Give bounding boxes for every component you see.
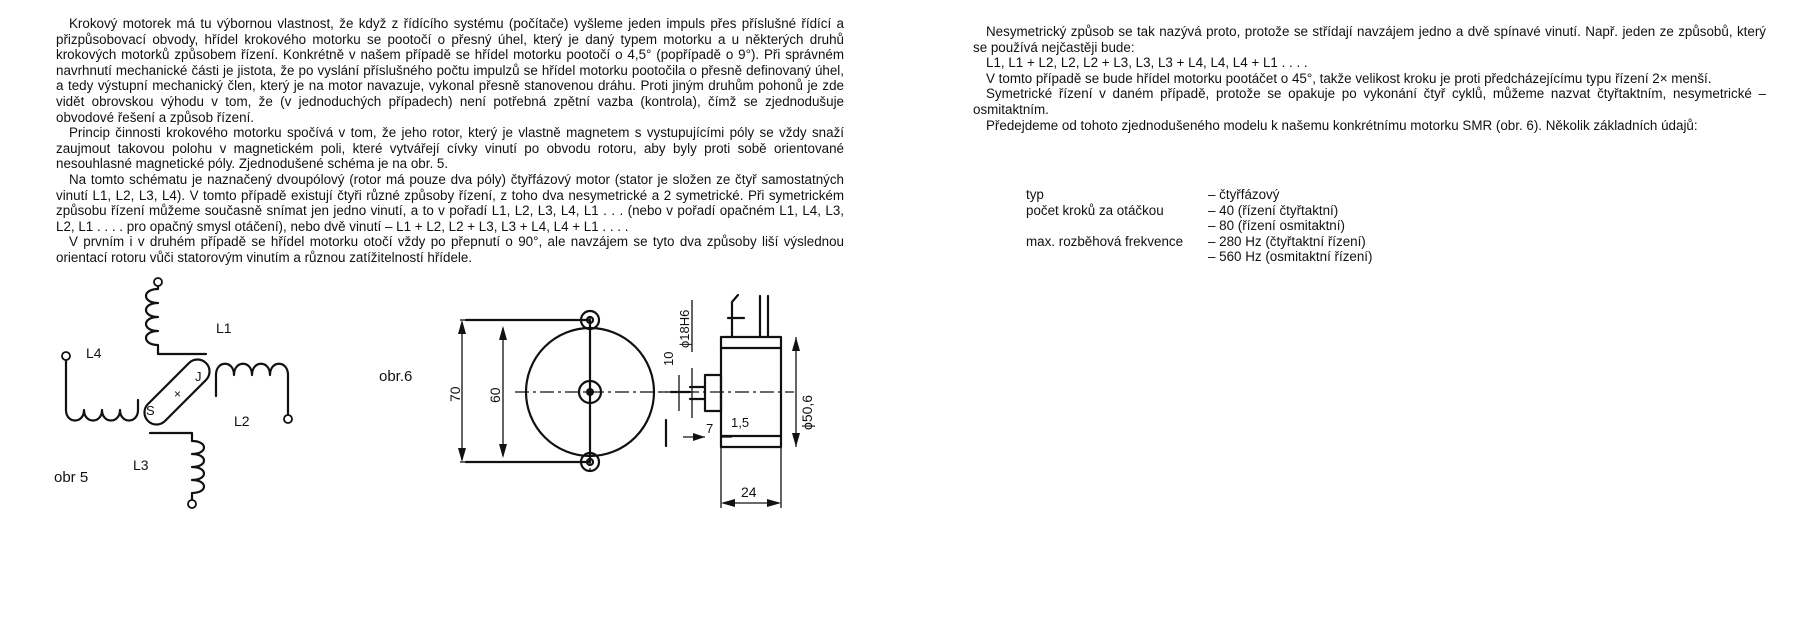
dim-10: 10 [661, 351, 676, 366]
dim-60: 60 [487, 387, 503, 403]
spec-key: počet kroků za otáčkou [1026, 202, 1164, 218]
coil-l1 [146, 278, 206, 354]
coil-l3 [150, 433, 204, 508]
spec-value: – čtyřfázový [1208, 187, 1280, 202]
paragraph: V tomto případě se bude hřídel motorku pootáčet o 45°, takže velikost kroku je proti předcházejícímu typu řízení 2× menší. [986, 70, 1712, 86]
figure6-caption: obr.6 [379, 368, 413, 385]
dim-70: 70 [447, 386, 463, 402]
coil-label-l1: L1 [216, 320, 232, 336]
spec-key: max. rozběhová frekvence [1026, 233, 1184, 249]
coil-label-l4: L4 [86, 345, 102, 361]
paragraph: Princip činnosti krokového motorku spočívá v tom, že jeho rotor, který je vlastně magnetem s vystupujícími póly se vždy snaží zaujmout takovou polohu v magnetickém poli, které vytvářejí cívky vinutí po obvodu rotoru, aby byly proti sobě orientované nesouhlasné magnetické póly. Zjednodušené schéma je na obr. 5. [56, 125, 844, 172]
coil-label-l2: L2 [234, 413, 250, 429]
dim-24: 24 [741, 484, 757, 500]
figure6-drawing [379, 295, 815, 508]
figure5-schematic [54, 278, 292, 508]
rotor-pole-j: J [195, 369, 202, 384]
spec-value: – 560 Hz (osmitaktní řízení) [1208, 249, 1373, 265]
dim-50-6: ϕ50,6 [799, 394, 815, 430]
coil-l4 [62, 352, 138, 421]
front-view [447, 311, 668, 471]
coil-l2 [216, 364, 292, 423]
paragraph: Na tomto schématu je naznačený dvoupólový (rotor má pouze dva póly) čtyřfázový motor (stator je složen ze čtyř samostatných vinutí L1, L2, L3, L4). V tomto případě existují čtyři různé způsoby řízení, z toho dva nesymetrické a 2 symetrické. Při symetrickém způsobu řízení můžeme současně snímat jen jedno vinutí, a to v pořadí L1, L2, L3, L4, L1 . . . (nebo v pořadí opačném L1, L4, L3, L2, L1 . . . . pro opačný smysl otáčení), nebo dvě vinutí – L1 + L2, L2 + L3, L3 + L4, L4 + L1 . . . . [56, 171, 844, 234]
coil-label-l3: L3 [133, 457, 149, 473]
spec-value: – 80 (řízení osmitaktní) [1208, 218, 1345, 234]
paragraph: V prvním i v druhém případě se hřídel motorku otočí vždy po přepnutí o 90°, ale navzájem se tyto dva způsoby liší výslednou orientací rotoru vůči statorovým vinutím a různou zatížitelností hřídele. [56, 234, 844, 265]
figure5-caption: obr 5 [54, 469, 89, 486]
spec-value: – 40 (řízení čtyřtaktní) [1208, 202, 1339, 218]
rotor-pole-s: S [146, 403, 155, 418]
paragraph: Předejdeme od tohoto zjednodušeného modelu k našemu konkrétnímu motorku SMR (obr. 6). Několik základních údajů: [986, 117, 1698, 133]
spec-value: – 280 Hz (čtyřtaktní řízení) [1208, 233, 1366, 249]
paragraph: Nesymetrický způsob se tak nazývá proto, protože se střídají navzájem jedno a dvě spínavé vinutí. Např. jeden ze způsobů, který se používá nejčastěji bude: [973, 24, 1766, 55]
spec-key: typ [1026, 187, 1044, 202]
formula: L1, L1 + L2, L2, L2 + L3, L3, L3 + L4, L4, L4 + L1 . . . . [986, 55, 1308, 71]
rotor [140, 355, 215, 430]
dim-7: 7 [706, 421, 714, 436]
side-view [660, 295, 815, 508]
dim-1-5: 1,5 [731, 415, 750, 430]
rotor-center-mark: × [174, 387, 182, 401]
dim-18h6: ϕ18H6 [677, 309, 692, 348]
paragraph: Symetrické řízení v daném případě, protože se opakuje po vykonání čtyř cyklů, můžeme nazvat čtyřtaktním, nesymetrické – osmitaktním. [973, 86, 1766, 117]
paragraph: Krokový motorek má tu výbornou vlastnost, že když z řídícího systému (počítače) vyšleme jeden impuls přes příslušné řídící a přizpůsobovací obvody, hřídel krokového motorku se pootočí o přesný úhel, který je daný typem motorku a u některých druhů krokových motorků způsobem řízení. Konkrétně v našem případě se hřídel motorku pootočí o 4,5° (popřípadě o 9°). Při správném navrhnutí mechanické části je jistota, že po vyslání příslušného počtu impulzů se hřídel motorku pootočila o přesně definovaný úhel, a tedy výstupní mechanický člen, který je na motor navazuje, vykonal přesně stanovenou dráhu. Proti jiným druhům pohonů je zde vidět obrovskou výhodu v tom, že (v jednoduchých případech) není potřebná zpětní vazba (kontrola), čímž se zjednodušuje obvodové řešení a způsob řízení. [56, 16, 844, 125]
